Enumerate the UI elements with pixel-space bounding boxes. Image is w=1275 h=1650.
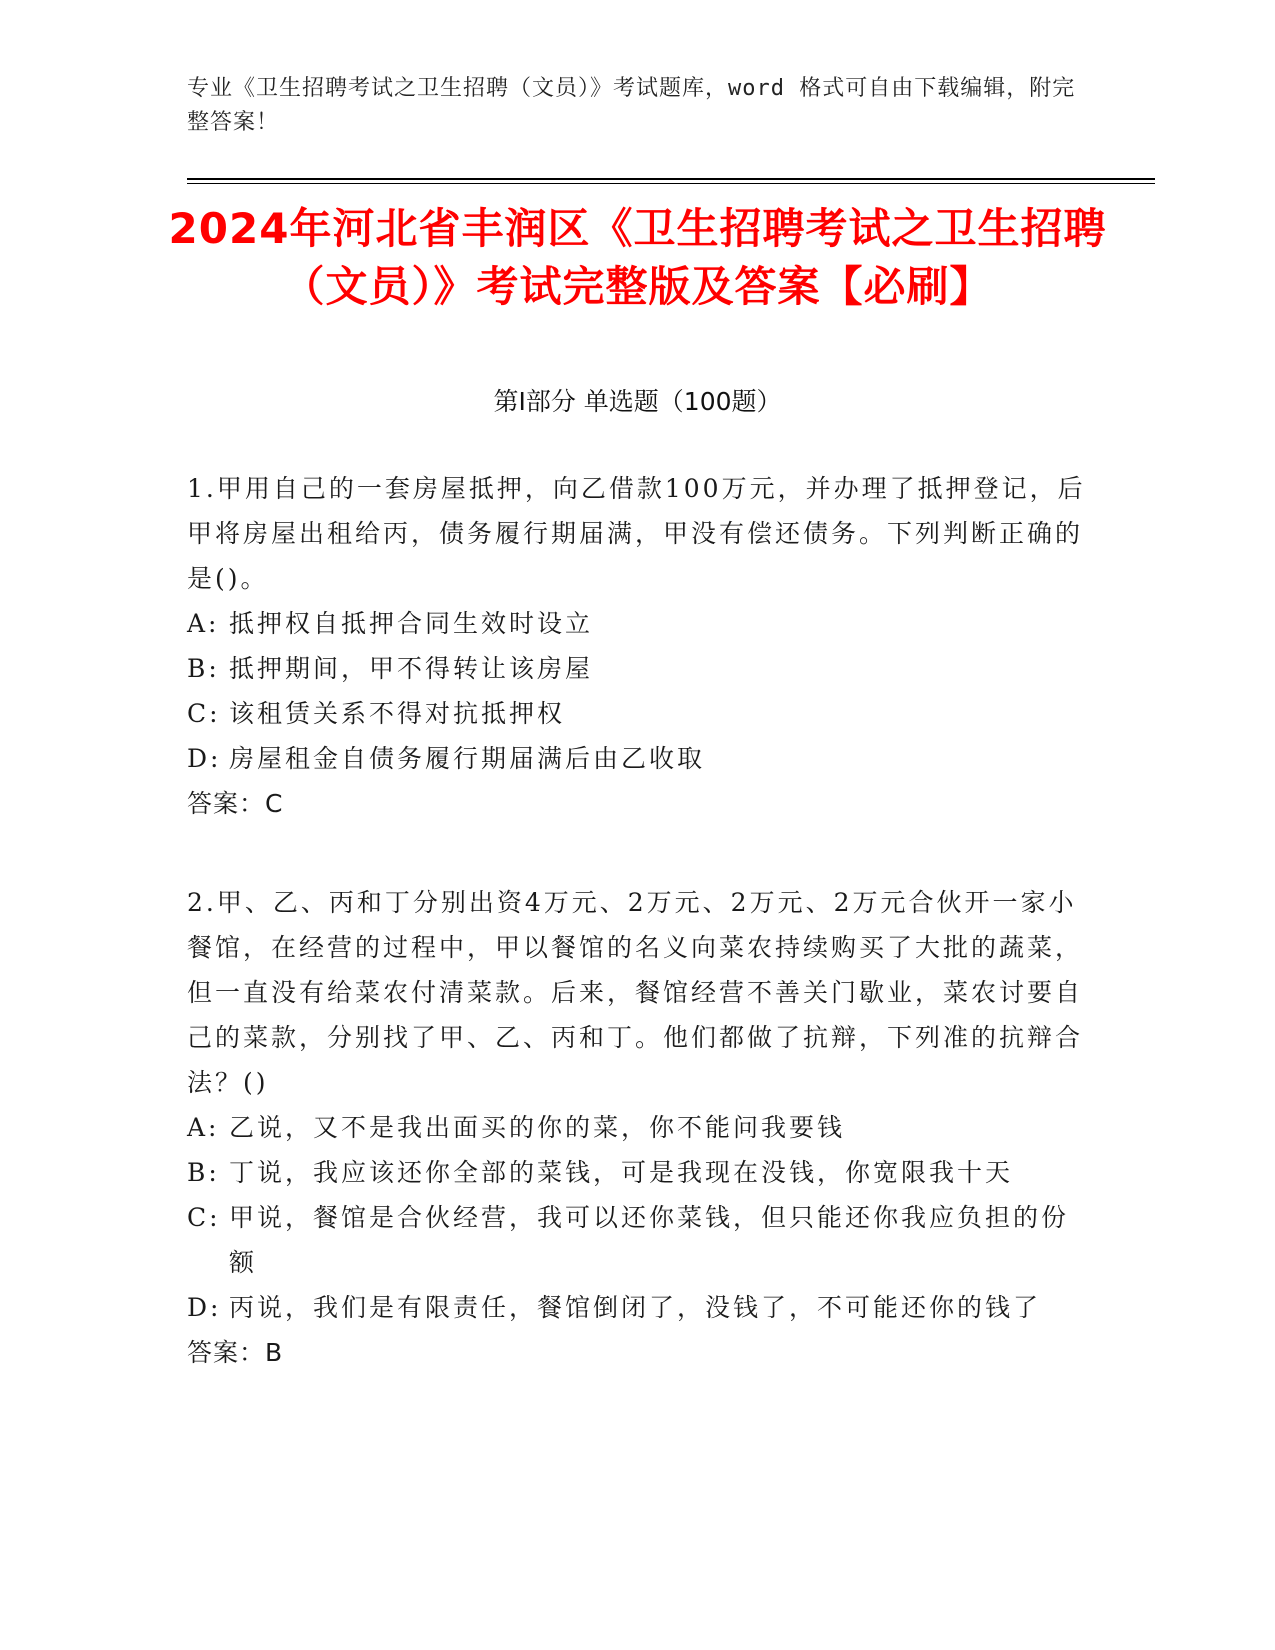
question-1: [187, 466, 1092, 826]
answer-line: 答案：B: [187, 1338, 284, 1367]
header-divider: [187, 178, 1155, 180]
option-letter: C:: [187, 699, 221, 728]
answer-line: 答案：C: [187, 789, 284, 818]
option-letter: B:: [187, 1158, 220, 1187]
header-divider-thin: [187, 183, 1155, 184]
option-text: 丁说，我应该还你全部的菜钱，可是我现在没钱，你宽限我十天: [229, 1158, 1014, 1187]
question-2: [187, 880, 1092, 1375]
option-letter: A:: [187, 609, 220, 638]
option-b: [187, 646, 1092, 691]
option-letter: D:: [187, 744, 222, 773]
option-text: 房屋租金自债务履行期届满后由乙收取: [229, 744, 706, 773]
option-letter: A:: [187, 1113, 220, 1142]
option-text: 抵押期间，甲不得转让该房屋: [229, 654, 594, 683]
option-d: [187, 736, 1092, 781]
option-a: [187, 1105, 1092, 1150]
option-letter: C:: [187, 1203, 221, 1232]
option-text: 甲说，餐馆是合伙经营，我可以还你菜钱，但只能还你我应负担的份额: [229, 1203, 1070, 1277]
option-c: [187, 1195, 1092, 1285]
option-text: 抵押权自抵押合同生效时设立: [229, 609, 594, 638]
option-a: [187, 601, 1092, 646]
question-stem: 2.甲、乙、丙和丁分别出资4万元、2万元、2万元、2万元合伙开一家小餐馆，在经营的过程中，甲以餐馆的名义向菜农持续购买了大批的蔬菜，但一直没有给菜农付清菜款。后来，餐馆经营不善关门歇业，菜农讨要自己的菜款，分别找了甲、乙、丙和丁。他们都做了抗辩，下列准的抗辩合法？(): [187, 888, 1084, 1097]
section-title: 第Ⅰ部分 单选题（100题）: [493, 387, 782, 416]
option-text: 该租赁关系不得对抗抵押权: [229, 699, 566, 728]
option-letter: D:: [187, 1293, 222, 1322]
question-stem: 1.甲用自己的一套房屋抵押，向乙借款100万元，并办理了抵押登记，后甲将房屋出租给丙，债务履行期届满，甲没有偿还债务。下列判断正确的是()。: [187, 474, 1086, 593]
option-c: [187, 691, 1092, 736]
option-letter: B:: [187, 654, 220, 683]
option-text: 乙说，又不是我出面买的你的菜，你不能问我要钱: [229, 1113, 846, 1142]
option-d: [187, 1285, 1092, 1330]
document-title: 2024年河北省丰润区《卫生招聘考试之卫生招聘（文员）》考试完整版及答案【必刷】: [168, 204, 1107, 311]
header-note: 专业《卫生招聘考试之卫生招聘（文员）》考试题库，word 格式可自由下载编辑，附完整答案！: [187, 76, 1076, 135]
option-text: 丙说，我们是有限责任，餐馆倒闭了，没钱了，不可能还你的钱了: [229, 1293, 1042, 1322]
option-b: [187, 1150, 1092, 1195]
